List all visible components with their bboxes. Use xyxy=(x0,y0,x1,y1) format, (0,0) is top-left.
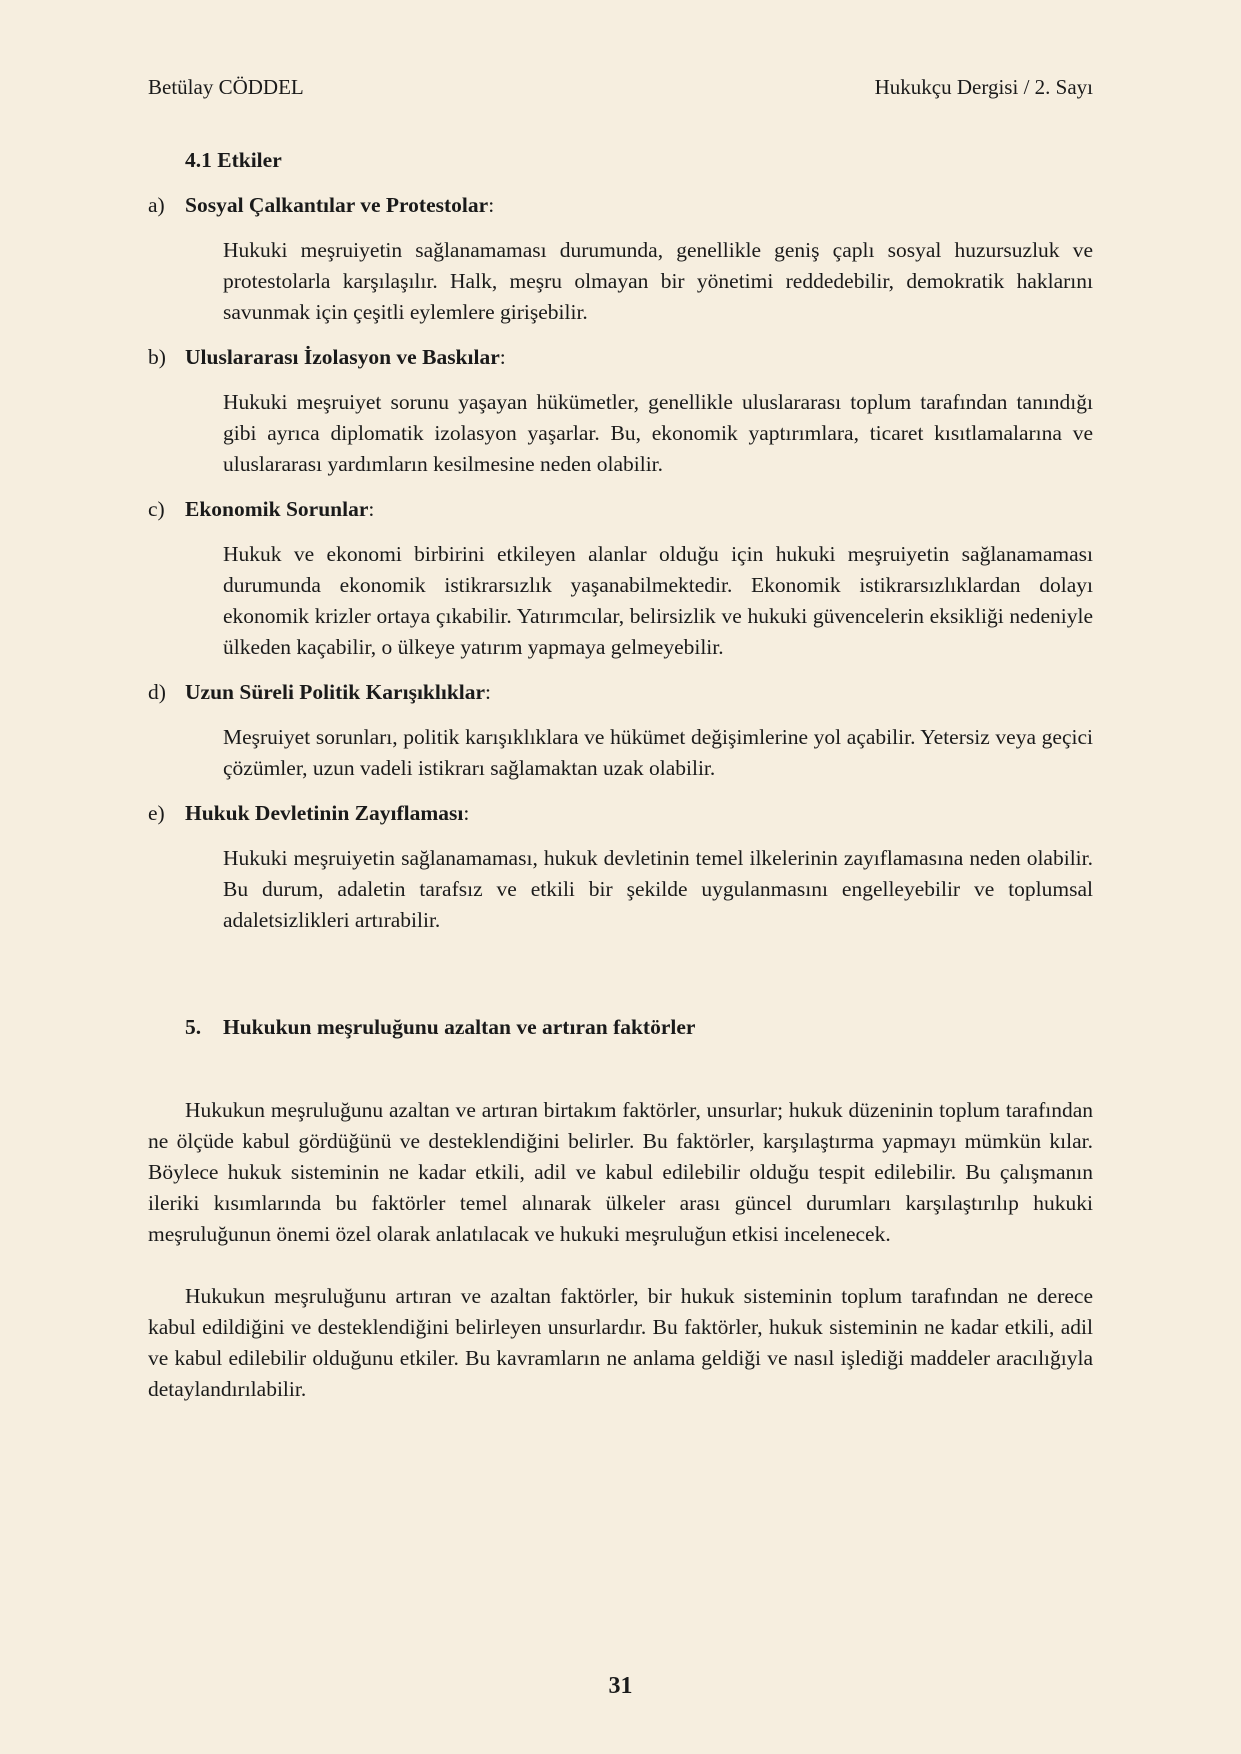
list-item-title: Hukuk Devletinin Zayıflaması xyxy=(185,801,464,825)
list-marker: e) xyxy=(148,801,165,825)
body-paragraph-1: Hukukun meşruluğunu azaltan ve artıran birtakım faktörler, unsurlar; hukuk düzeninin toplum tarafından ne ölçüde kabul gördüğünü ve desteklendiğini belirler. Bu faktörler, karşılaştırma yapmayı mümkün kılar. Böylece hukuk sisteminin ne kadar etkili, adil ve kabul edilebilir olduğu tespit edilebilir. Bu çalışmanın ileriki kısımlarında bu faktörler temel alınarak ülkeler arası güncel durumları karşılaştırılıp hukuki meşruluğunun önemi özel olarak anlatılacak ve hukuki meşruluğun etkisi incelenecek. xyxy=(148,1098,1093,1246)
list-item-title: Ekonomik Sorunlar xyxy=(185,497,369,521)
list-item-colon: : xyxy=(485,680,492,704)
list-marker: a) xyxy=(148,193,165,217)
list-item-colon: : xyxy=(368,497,375,521)
page-content xyxy=(148,145,1093,1405)
list-item-title: Uluslararası İzolasyon ve Baskılar xyxy=(185,345,500,369)
list-item-body-e: Hukuki meşruiyetin sağlanamaması, hukuk devletinin temel ilkelerinin zayıflamasına neden olabilir. Bu durum, adaletin tarafsız ve etkili bir şekilde uygulanmasını engelleyebilir ve toplumsal adaletsizlikleri artırabilir. xyxy=(223,846,1093,932)
section-heading xyxy=(185,1012,1093,1043)
list-item-body-a: Hukuki meşruiyetin sağlanamaması durumunda, genellikle geniş çaplı sosyal huzursuzluk ve protestolarla karşılaşılır. Halk, meşru olmayan bir yönetimi reddedebilir, demokratik haklarını savunmak için çeşitli eylemlere girişebilir. xyxy=(223,238,1093,324)
list-item-heading-c xyxy=(148,494,1093,525)
list-item-heading-e xyxy=(148,798,1093,829)
list-marker: c) xyxy=(148,497,165,521)
list-item-colon: : xyxy=(463,801,470,825)
running-header xyxy=(148,72,1093,102)
subsection-heading: 4.1 Etkiler xyxy=(185,148,282,172)
header-journal: Hukukçu Dergisi / 2. Sayı xyxy=(874,75,1093,99)
list-item-colon: : xyxy=(499,345,506,369)
section-title: Hukukun meşruluğunu azaltan ve artıran faktörler xyxy=(223,1015,696,1039)
document-page xyxy=(148,0,1093,1754)
list-marker: d) xyxy=(148,680,166,704)
body-paragraph-2: Hukukun meşruluğunu artıran ve azaltan faktörler, bir hukuk sisteminin toplum tarafından ne derece kabul edildiğini ve desteklendiğini belirleyen unsurlardır. Bu faktörler, hukuk sisteminin ne kadar etkili, adil ve kabul edilebilir olduğunu etkiler. Bu kavramların ne anlama geldiği ve nasıl işlediği maddeler aracılığıyla detaylandırılabilir. xyxy=(148,1284,1093,1401)
list-item-heading-d xyxy=(148,677,1093,708)
list-item-body-d: Meşruiyet sorunları, politik karışıklıklara ve hükümet değişimlerine yol açabilir. Yetersiz veya geçici çözümler, uzun vadeli istikrarı sağlamaktan uzak olabilir. xyxy=(223,725,1093,780)
list-item-body-b: Hukuki meşruiyet sorunu yaşayan hükümetler, genellikle uluslararası toplum tarafından tanındığı gibi ayrıca diplomatik izolasyon yaşarlar. Bu, ekonomik yaptırımlara, ticaret kısıtlamalarına ve uluslararası yardımların kesilmesine neden olabilir. xyxy=(223,390,1093,476)
list-item-heading-a xyxy=(148,190,1093,221)
list-item-colon: : xyxy=(488,193,495,217)
page-number: 31 xyxy=(608,1673,633,1699)
header-author: Betülay CÖDDEL xyxy=(148,75,304,99)
list-item-heading-b xyxy=(148,342,1093,373)
list-item-title: Uzun Süreli Politik Karışıklıklar xyxy=(185,680,486,704)
section-number: 5. xyxy=(185,1015,202,1039)
list-item-title: Sosyal Çalkantılar ve Protestolar xyxy=(185,193,489,217)
list-marker: b) xyxy=(148,345,166,369)
list-item-body-c: Hukuk ve ekonomi birbirini etkileyen alanlar olduğu için hukuki meşruiyetin sağlanamaması durumunda ekonomik istikrarsızlık yaşanabilmektedir. Ekonomik istikrarsızlıklardan dolayı ekonomik krizler ortaya çıkabilir. Yatırımcılar, belirsizlik ve hukuki güvencelerin eksikliği nedeniyle ülkeden kaçabilir, o ülkeye yatırım yapmaya gelmeyebilir. xyxy=(223,542,1093,659)
